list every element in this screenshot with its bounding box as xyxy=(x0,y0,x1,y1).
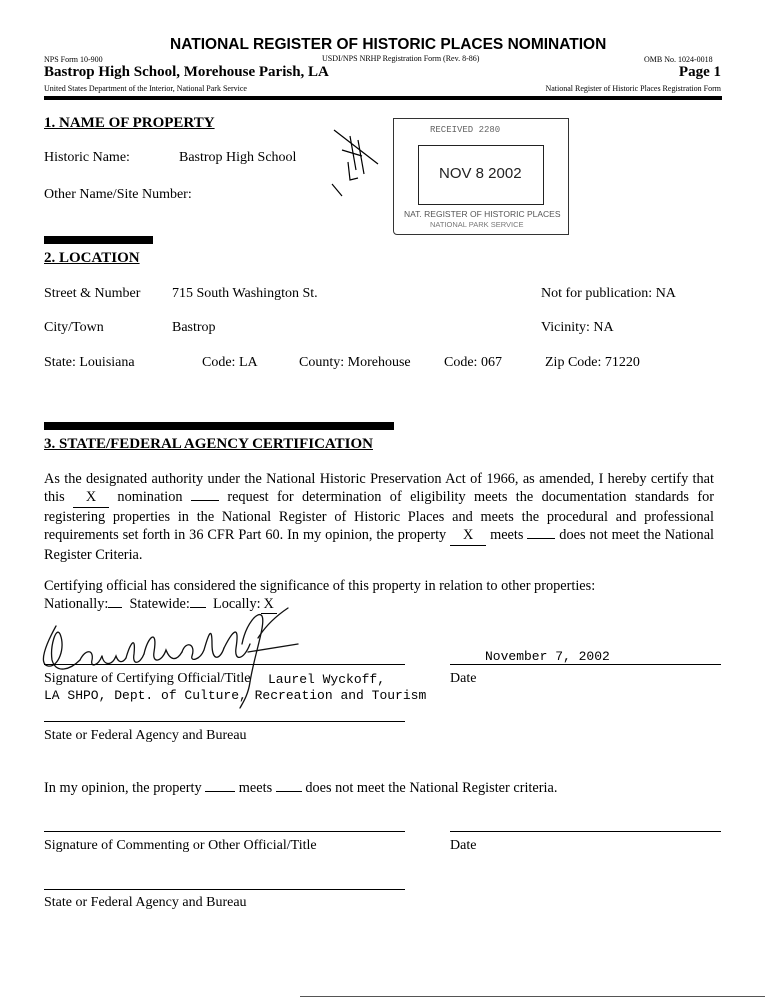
cert-text-e: does not meet the National Register Criteria. xyxy=(44,527,715,563)
other-name-label: Other Name/Site Number: xyxy=(44,187,192,202)
significance-statement: Certifying official has considered the significance of this property in relation to other properties: xyxy=(44,578,596,594)
state-code: Code: LA xyxy=(202,355,258,370)
historic-name-value: Bastrop High School xyxy=(179,150,297,165)
department: United States Department of the Interior, National Park Service xyxy=(44,84,247,93)
historic-name-label: Historic Name: xyxy=(44,150,130,165)
section-1-heading: 1. NAME OF PROPERTY xyxy=(44,115,215,131)
nomination-mark: X xyxy=(73,488,109,507)
certification-date: November 7, 2002 xyxy=(485,649,610,664)
form-reference: National Register of Historic Places Registration Form xyxy=(545,84,721,93)
street-label: Street & Number xyxy=(44,286,141,301)
section-3-heading: 3. STATE/FEDERAL AGENCY CERTIFICATION xyxy=(44,436,373,452)
section-3-rule xyxy=(44,422,394,430)
not-for-publication: Not for publication: NA xyxy=(541,286,676,301)
bottom-edge-line xyxy=(300,996,765,997)
cert-text-b: nomination xyxy=(109,489,191,506)
state: State: Louisiana xyxy=(44,355,135,370)
certification-date-line xyxy=(450,664,721,665)
request-blank xyxy=(191,500,219,501)
section-2-rule xyxy=(44,236,153,244)
certifying-signature-label: Signature of Certifying Official/Title xyxy=(44,671,251,686)
form-title: NATIONAL REGISTER OF HISTORIC PLACES NOMINATION xyxy=(170,36,607,53)
stamp-agency-line-1: NAT. REGISTER OF HISTORIC PLACES xyxy=(404,209,561,219)
omb-number: OMB No. 1024-0018 xyxy=(644,55,713,64)
form-number: NPS Form 10-900 xyxy=(44,55,103,64)
locally-mark: X xyxy=(261,596,277,614)
city-label: City/Town xyxy=(44,320,104,335)
county: County: Morehouse xyxy=(299,355,411,370)
commenting-signature-label: Signature of Commenting or Other Official/Title xyxy=(44,838,317,853)
certification-paragraph xyxy=(44,470,714,564)
commenting-date-label: Date xyxy=(450,838,477,853)
opinion-statement xyxy=(44,780,557,797)
cert-text-d: meets xyxy=(486,527,528,544)
opinion-does-not-meet-blank xyxy=(276,791,302,792)
nationally-label: Nationally: xyxy=(44,596,109,612)
opinion-text-b: meets xyxy=(238,780,273,796)
locally-label: Locally: xyxy=(213,596,261,612)
certifying-official-name: Laurel Wyckoff, xyxy=(268,672,386,687)
meets-mark: X xyxy=(450,526,486,545)
certifying-signature-line xyxy=(44,664,405,665)
section-2-heading: 2. LOCATION xyxy=(44,250,140,266)
city-value: Bastrop xyxy=(172,320,216,335)
commenting-date-line xyxy=(450,831,721,832)
opinion-meets-blank xyxy=(205,791,235,792)
form-name: USDI/NPS NRHP Registration Form (Rev. 8-86) xyxy=(322,54,480,63)
commenting-signature-line xyxy=(44,831,405,832)
street-value: 715 South Washington St. xyxy=(172,286,318,301)
header-rule xyxy=(44,96,722,100)
handwritten-mark xyxy=(320,122,390,207)
page-number: Page 1 xyxy=(678,64,721,80)
agency-line-2 xyxy=(44,889,405,890)
stamp-agency-line-2: NATIONAL PARK SERVICE xyxy=(430,220,524,229)
cert-text-c: request for determination of eligibility meets the documentation standards for registering properties in the National Register of Historic Places and meets the procedural and professional requirements set forth in 36 CFR Part 60. In my opinion, the property xyxy=(44,489,715,544)
stamp-date: NOV 8 2002 xyxy=(439,165,522,182)
statewide-label: Statewide: xyxy=(129,596,190,612)
received-stamp xyxy=(393,118,569,235)
opinion-text-c: does not meet the National Register criteria. xyxy=(305,780,558,796)
agency-label-2: State or Federal Agency and Bureau xyxy=(44,895,247,910)
property-line: Bastrop High School, Morehouse Parish, LA xyxy=(44,64,329,80)
vicinity: Vicinity: NA xyxy=(541,320,614,335)
does-not-meet-blank xyxy=(527,538,555,539)
opinion-text-a: In my opinion, the property xyxy=(44,780,202,796)
zip-code: Zip Code: 71220 xyxy=(545,355,640,370)
cert-text-a: As the designated authority under the National Historic Preservation Act of 1966, as amended, I hereby certify that this xyxy=(44,471,714,506)
certifying-official-title: LA SHPO, Dept. of Culture, Recreation and Tourism xyxy=(44,688,427,703)
agency-label: State or Federal Agency and Bureau xyxy=(44,728,247,743)
county-code: Code: 067 xyxy=(444,355,502,370)
agency-line xyxy=(44,721,405,722)
stamp-received-line: RECEIVED 2280 xyxy=(430,125,501,135)
certification-date-label: Date xyxy=(450,671,477,686)
stamp-inner-box xyxy=(418,145,544,205)
